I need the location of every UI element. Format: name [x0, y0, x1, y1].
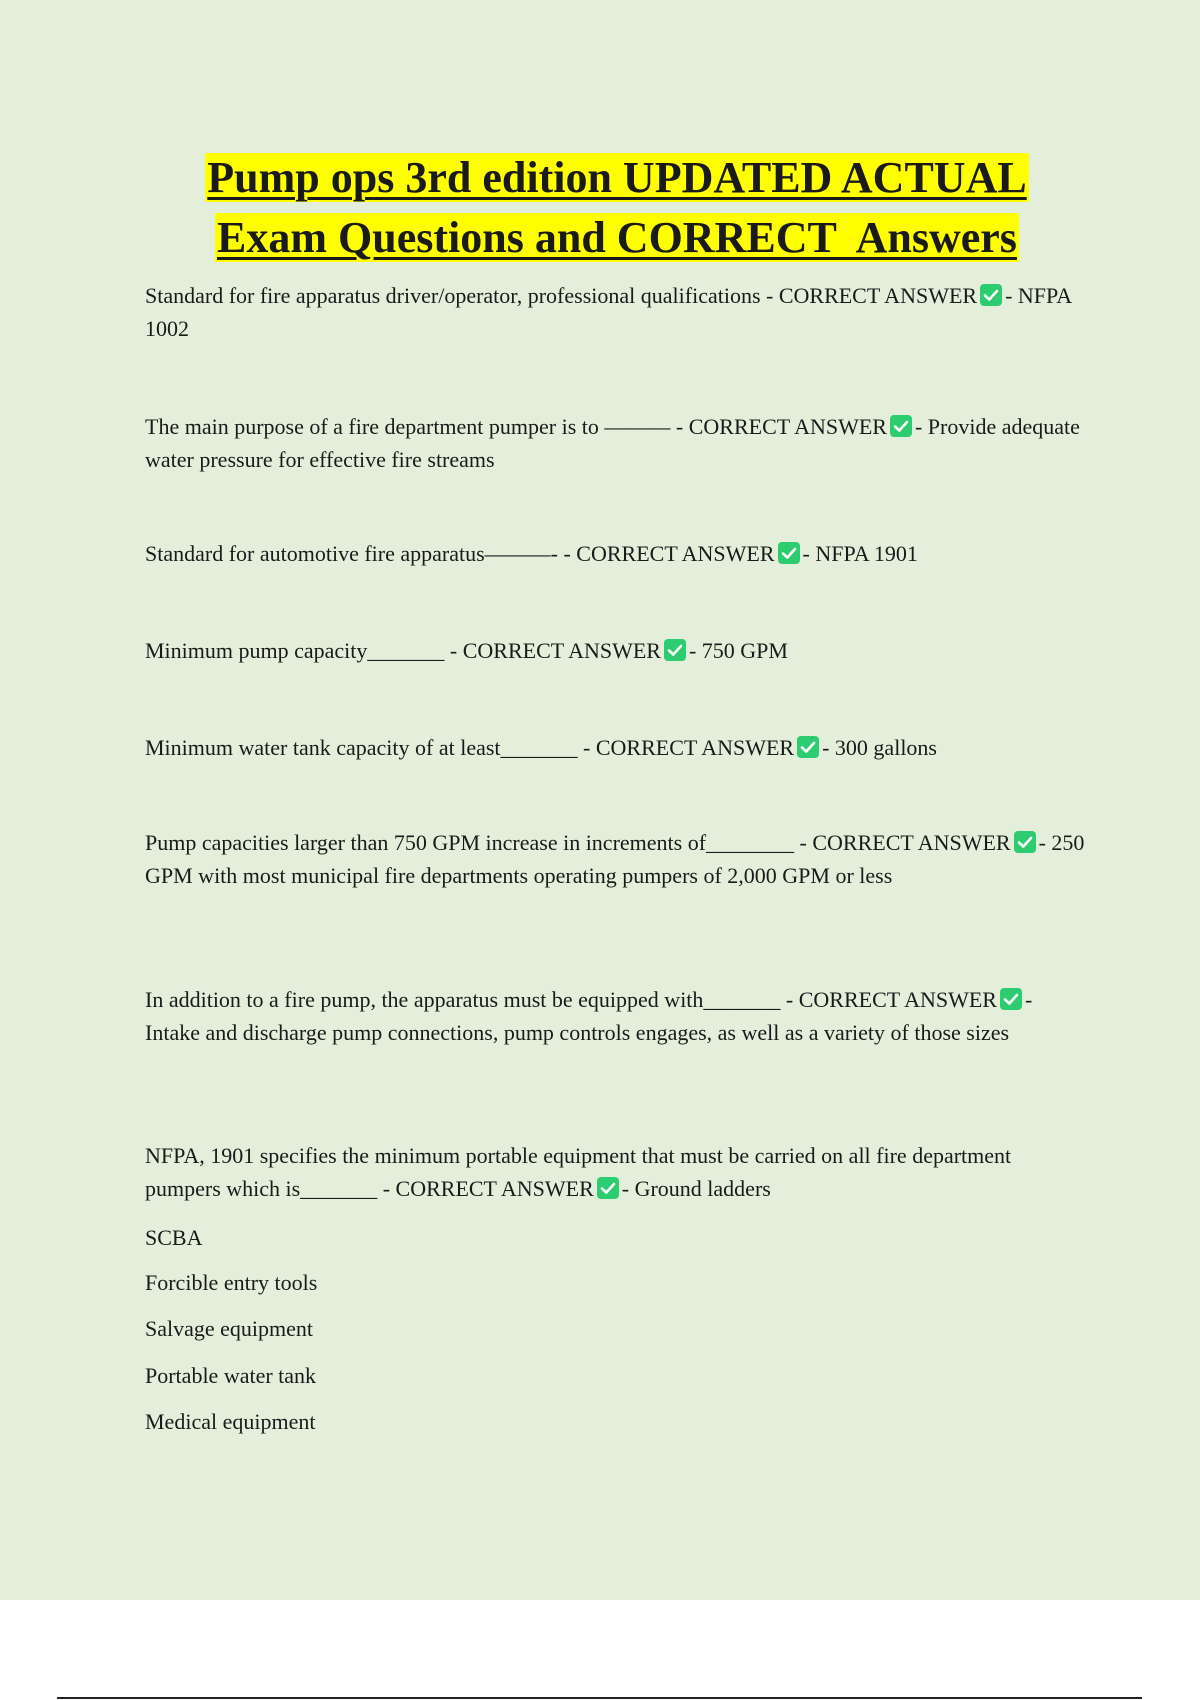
answer-text: - Ground ladders	[621, 1176, 771, 1201]
answer-text: - NFPA 1002	[145, 283, 1071, 341]
qa-item	[145, 410, 1085, 476]
qa-item	[145, 537, 1085, 570]
question-text: Minimum pump capacity_______ - CORRECT ANSWER	[145, 638, 661, 663]
qa-item	[145, 1139, 1085, 1205]
title-line-1: Pump ops 3rd edition UPDATED ACTUAL	[207, 153, 1027, 202]
equipment-list-item: Portable water tank	[145, 1363, 317, 1388]
question-text: In addition to a fire pump, the apparatus must be equipped with_______ - CORRECT ANSWER	[145, 987, 997, 1012]
question-text: Standard for automotive fire apparatus———- - CORRECT ANSWER	[145, 541, 775, 566]
answer-text: - Intake and discharge pump connections, pump controls engages, as well as a variety of those sizes	[145, 987, 1033, 1045]
document-title	[0, 148, 1200, 268]
green-check-box-icon	[663, 638, 687, 662]
green-check-box-icon	[999, 987, 1023, 1011]
green-check-box-icon	[777, 541, 801, 565]
qa-item	[145, 634, 1085, 667]
green-check-box-icon	[1013, 830, 1037, 854]
qa-item	[145, 731, 1085, 764]
answer-text: - 750 GPM	[688, 638, 788, 663]
answer-text: - 300 gallons	[822, 735, 937, 760]
qa-item	[145, 826, 1085, 892]
green-check-box-icon	[979, 283, 1003, 307]
title-line-2: Exam Questions and CORRECT Answers	[217, 213, 1017, 262]
green-check-box-icon	[796, 735, 820, 759]
answer-text: - Provide adequate water pressure for effective fire streams	[145, 414, 1080, 472]
answer-text: - 250 GPM with most municipal fire departments operating pumpers of 2,000 GPM or less	[145, 830, 1085, 888]
green-check-box-icon	[889, 414, 913, 438]
qa-item	[145, 983, 1085, 1049]
question-text: NFPA, 1901 specifies the minimum portable equipment that must be carried on all fire department pumpers which is_______ - CORRECT ANSWER	[145, 1143, 1012, 1201]
question-text: Pump capacities larger than 750 GPM increase in increments of________ - CORRECT ANSWER	[145, 830, 1011, 855]
equipment-list-item: Salvage equipment	[145, 1316, 314, 1341]
qa-item	[145, 279, 1085, 345]
question-text: The main purpose of a fire department pumper is to ——— - CORRECT ANSWER	[145, 414, 887, 439]
question-text: Standard for fire apparatus driver/operator, professional qualifications - CORRECT ANSWER	[145, 283, 978, 308]
equipment-list-item: Medical equipment	[145, 1409, 316, 1434]
equipment-list-item: Forcible entry tools	[145, 1270, 318, 1295]
footer-divider	[57, 1697, 1142, 1699]
equipment-list-item: SCBA	[145, 1225, 203, 1250]
question-text: Minimum water tank capacity of at least_______ - CORRECT ANSWER	[145, 735, 795, 760]
green-check-box-icon	[596, 1176, 620, 1200]
answer-text: - NFPA 1901	[802, 541, 918, 566]
